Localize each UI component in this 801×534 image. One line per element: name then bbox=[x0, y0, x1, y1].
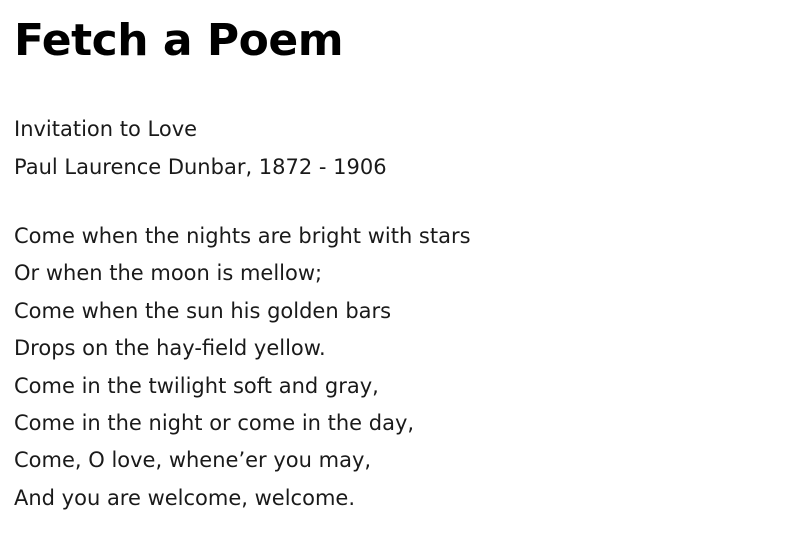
poem-title: Invitation to Love bbox=[14, 117, 198, 142]
page-title: Fetch a Poem bbox=[14, 15, 344, 66]
poem-line: And you are welcome, welcome. bbox=[14, 485, 356, 510]
poem-line: Come when the sun his golden bars bbox=[14, 298, 392, 323]
poem-line: Come when the nights are bright with stars bbox=[14, 224, 471, 249]
poem-body bbox=[14, 218, 787, 517]
poem-line: Come in the night or come in the day, bbox=[14, 410, 415, 435]
poem-line: Or when the moon is mellow; bbox=[14, 261, 323, 286]
poem-line: Come in the twilight soft and gray, bbox=[14, 373, 379, 398]
poem-author: Paul Laurence Dunbar, 1872 - 1906 bbox=[14, 154, 387, 179]
poem-line: Come, O love, whene’er you may, bbox=[14, 448, 372, 473]
poem-line: Drops on the hay-field yellow. bbox=[14, 336, 326, 361]
poem-meta bbox=[14, 111, 787, 186]
